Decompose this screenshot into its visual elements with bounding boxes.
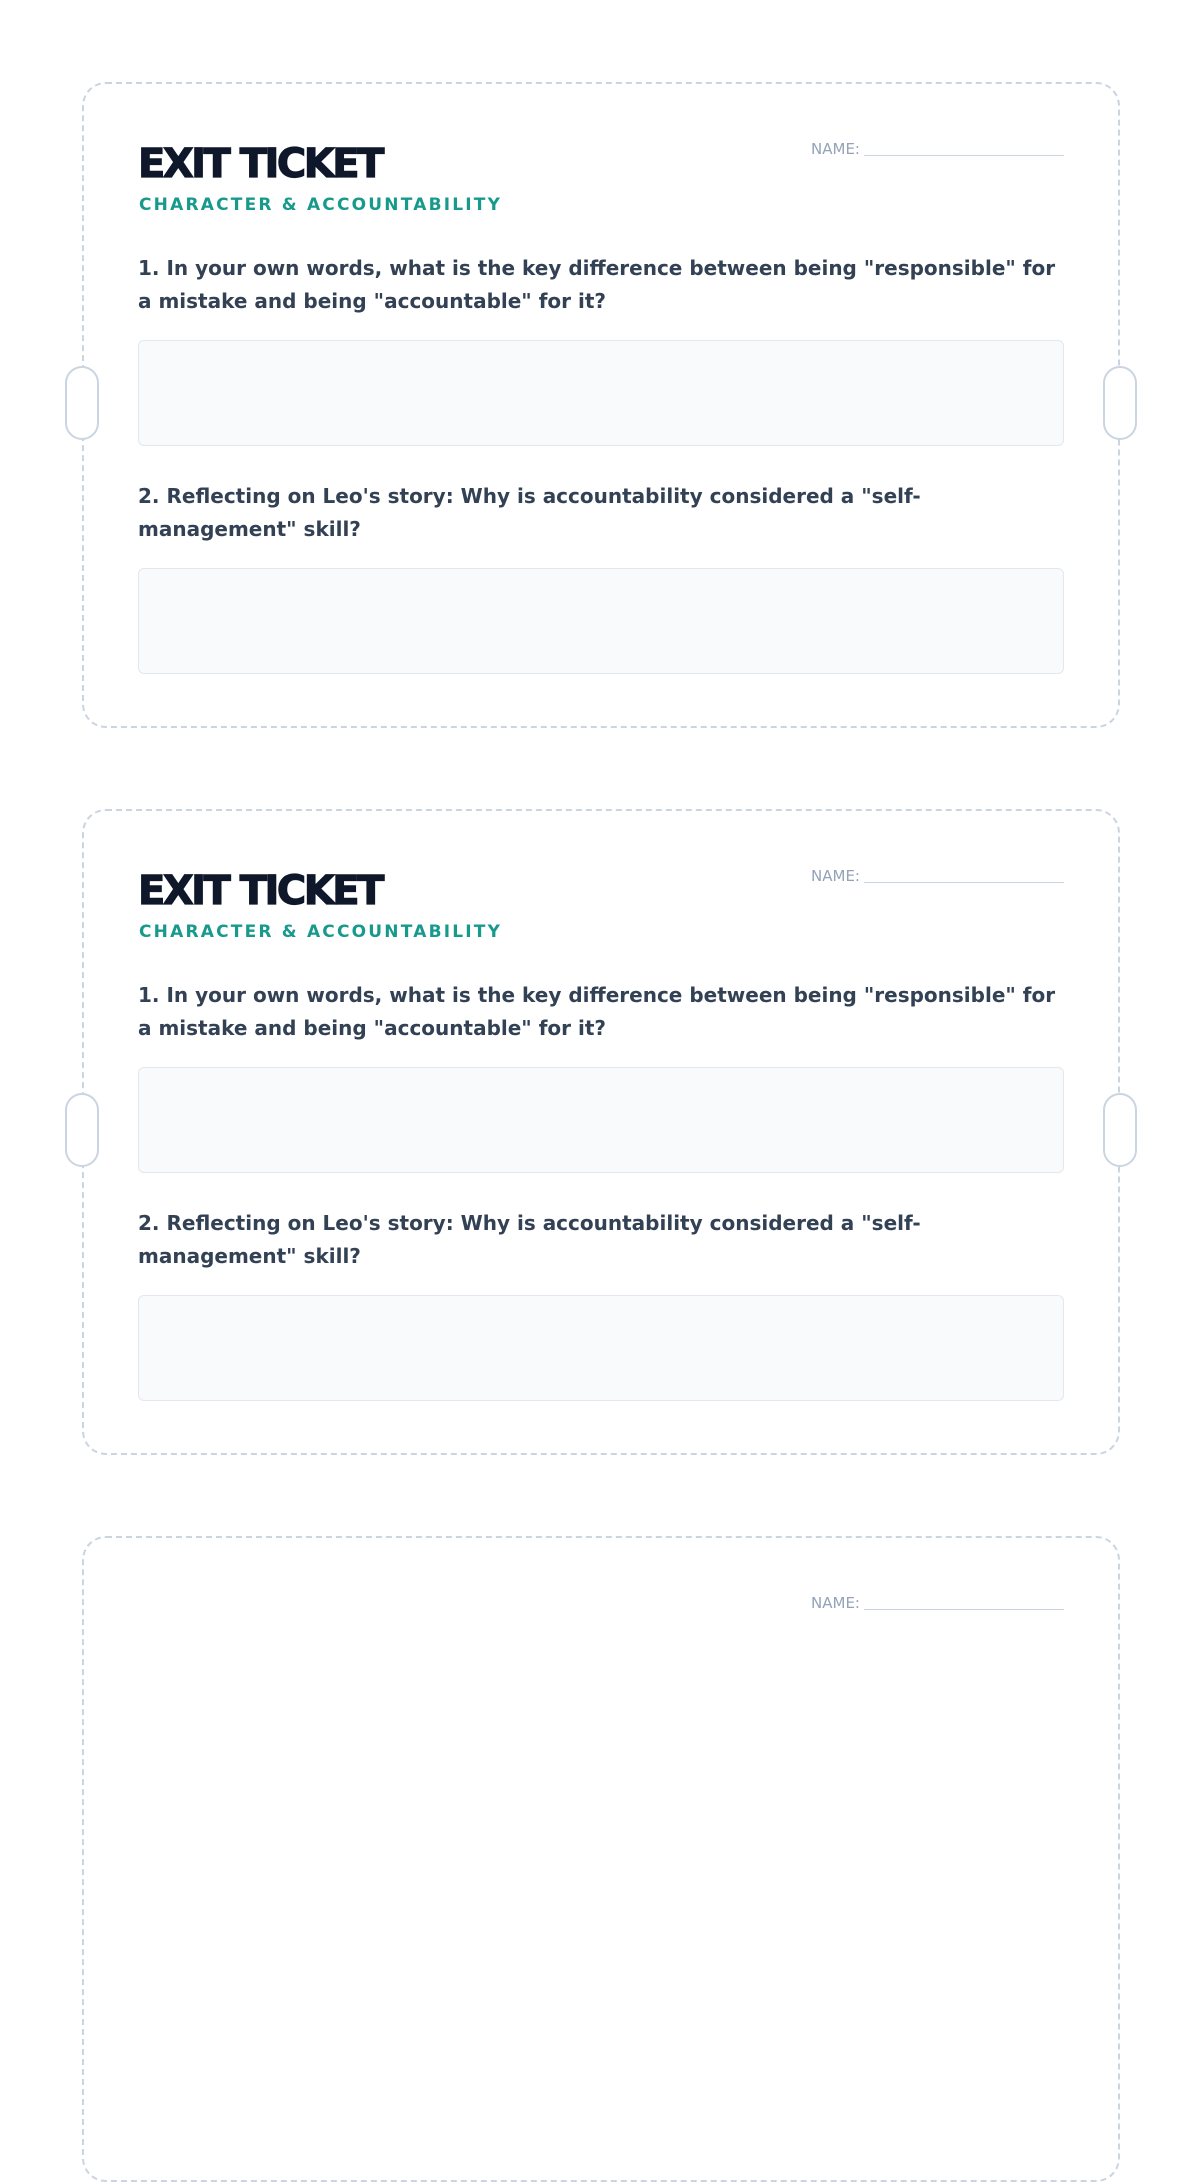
ticket-notch-right — [1103, 366, 1137, 440]
question-2: 2. Reflecting on Leo's story: Why is accountability considered a "self-management" skill? — [138, 484, 921, 541]
exit-ticket-card-partial — [82, 1536, 1120, 2182]
question-1: 1. In your own words, what is the key difference between being "responsible" for a mistake and being "accountable" for it? — [138, 256, 1056, 313]
answer-box-2[interactable] — [138, 1295, 1064, 1401]
name-field — [811, 140, 1064, 158]
answer-box-2[interactable] — [138, 568, 1064, 674]
question-1: 1. In your own words, what is the key difference between being "responsible" for a mistake and being "accountable" for it? — [138, 983, 1056, 1040]
ticket-title: EXIT TICKET — [138, 141, 382, 187]
ticket-subtitle: CHARACTER & ACCOUNTABILITY — [139, 195, 503, 215]
name-label: NAME: — [811, 140, 860, 158]
name-line[interactable] — [864, 1609, 1064, 1610]
ticket-notch-left — [65, 1093, 99, 1167]
exit-ticket-card — [82, 82, 1120, 728]
exit-ticket-card — [82, 809, 1120, 1455]
name-label: NAME: — [811, 867, 860, 885]
answer-box-1[interactable] — [138, 340, 1064, 446]
name-line[interactable] — [864, 155, 1064, 156]
name-field — [811, 1594, 1064, 1612]
ticket-notch-right — [1103, 1093, 1137, 1167]
ticket-notch-left — [65, 366, 99, 440]
ticket-title: EXIT TICKET — [138, 868, 382, 914]
question-2: 2. Reflecting on Leo's story: Why is accountability considered a "self-management" skill? — [138, 1211, 921, 1268]
name-label: NAME: — [811, 1594, 860, 1612]
name-line[interactable] — [864, 882, 1064, 883]
answer-box-1[interactable] — [138, 1067, 1064, 1173]
name-field — [811, 867, 1064, 885]
ticket-subtitle: CHARACTER & ACCOUNTABILITY — [139, 922, 503, 942]
